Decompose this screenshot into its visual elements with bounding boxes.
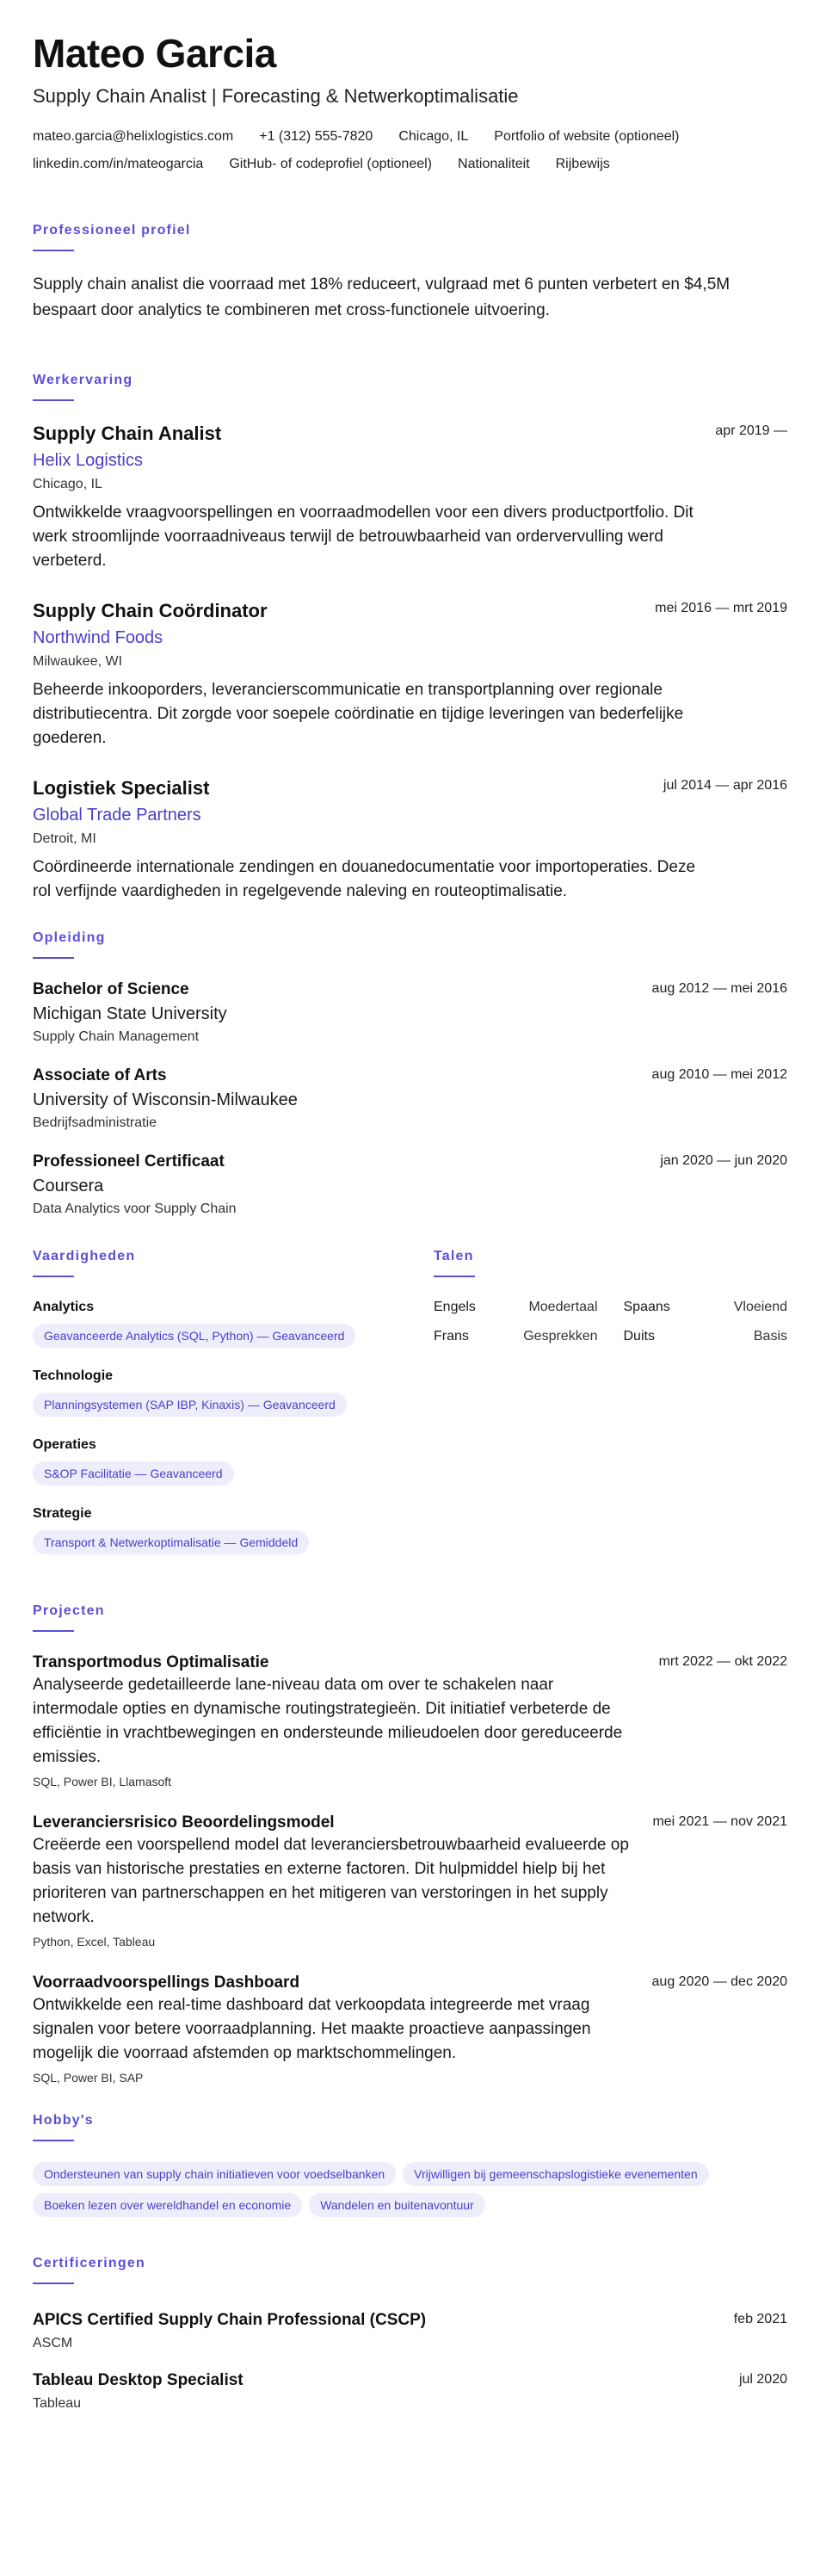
certification-issuer: ASCM — [33, 2336, 73, 2351]
education-section — [33, 930, 787, 1219]
certifications-section — [33, 2255, 787, 2413]
section-divider — [33, 957, 74, 959]
hobby-chip: Ondersteunen van supply chain initiatieven voor voedselbanken — [33, 2162, 396, 2186]
contact-email[interactable]: mateo.garcia@helixlogistics.com — [33, 129, 234, 144]
section-title-languages: Talen — [434, 1249, 474, 1263]
projects-section — [33, 1603, 787, 2086]
section-divider — [434, 1276, 475, 1277]
skill-chip: S&OP Facilitatie — Geavanceerd — [33, 1461, 234, 1486]
experience-section — [33, 372, 787, 904]
language-item — [624, 1298, 788, 1317]
job-date: mei 2016 — mrt 2019 — [655, 601, 787, 615]
skill-category: Operaties — [33, 1437, 96, 1452]
job-location: Detroit, MI — [33, 831, 96, 846]
job-company: Global Trade Partners — [33, 806, 201, 825]
contact-linkedin[interactable]: linkedin.com/in/mateogarcia — [33, 157, 204, 171]
job-date: jul 2014 — apr 2016 — [663, 778, 787, 793]
job-description: Ontwikkelde vraagvoorspellingen en voorraadmodellen voor een divers productportfolio. Dit werk stroomlijnde voorraadniveaus terwijl de betrouwbaarheid van ordervervulling werd verbeterd. — [33, 503, 694, 570]
project-entry — [33, 1652, 787, 1790]
hobbies-section — [33, 2112, 787, 2217]
education-field: Bedrijfsadministratie — [33, 1115, 157, 1130]
contact-portfolio[interactable]: Portfolio of website (optioneel) — [494, 129, 680, 144]
section-title-projects: Projecten — [33, 1603, 105, 1618]
project-description: Analyseerde gedetailleerde lane-niveau data om over te schakelen naar intermodale opties en dynamische routingstrategieën. Dit initiatief verbeterde de efficiëntie in vrachtbewegingen en ondersteunde milieudoelen door gereduceerde emissies. — [33, 1676, 623, 1766]
certification-issuer: Tableau — [33, 2396, 82, 2411]
section-divider — [33, 1630, 74, 1632]
certification-entry — [33, 2370, 787, 2413]
contact-nationality: Nationaliteit — [458, 157, 530, 171]
section-divider — [33, 2140, 74, 2141]
project-entry — [33, 1813, 787, 1950]
job-company: Helix Logistics — [33, 451, 143, 470]
skill-category: Analytics — [33, 1300, 95, 1314]
skill-chip: Geavanceerde Analytics (SQL, Python) — Geavanceerd — [33, 1324, 355, 1348]
education-school: Coursera — [33, 1177, 104, 1195]
hobby-list — [33, 2155, 790, 2217]
skill-chip: Planningsystemen (SAP IBP, Kinaxis) — Geavanceerd — [33, 1393, 347, 1417]
section-divider — [33, 250, 74, 251]
skill-category: Technologie — [33, 1368, 114, 1383]
project-date: aug 2020 — dec 2020 — [651, 1974, 787, 1989]
education-school: University of Wisconsin-Milwaukee — [33, 1090, 298, 1109]
project-date: mrt 2022 — okt 2022 — [658, 1654, 787, 1669]
education-entry — [33, 1066, 787, 1133]
candidate-headline: Supply Chain Analist | Forecasting & Netwerkoptimalisatie — [33, 85, 519, 107]
job-description: Coördineerde internationale zendingen en douanedocumentatie voor importoperaties. Deze rol verfijnde vaardigheden in regelgevende naleving en routeoptimalisatie. — [33, 858, 696, 900]
hobby-chip: Boeken lezen over wereldhandel en economie — [33, 2193, 302, 2217]
section-title-education: Opleiding — [33, 930, 106, 945]
job-entry — [33, 422, 787, 573]
education-date: jan 2020 — jun 2020 — [660, 1153, 787, 1168]
language-name: Engels — [434, 1300, 476, 1314]
certification-date: jul 2020 — [738, 2372, 787, 2387]
section-title-experience: Werkervaring — [33, 373, 133, 387]
section-title-certifications: Certificeringen — [33, 2256, 145, 2270]
skills-section — [33, 1248, 394, 1573]
language-level: Moedertaal — [528, 1300, 598, 1314]
skill-category: Strategie — [33, 1506, 92, 1521]
job-date: apr 2019 — — [715, 423, 787, 438]
skill-chip: Transport & Netwerkoptimalisatie — Gemiddeld — [33, 1530, 309, 1554]
project-date: mei 2021 — nov 2021 — [652, 1814, 787, 1829]
job-location: Chicago, IL — [33, 477, 102, 491]
project-tech: SQL, Power BI, Llamasoft — [33, 1775, 172, 1788]
certification-name: Tableau Desktop Specialist — [33, 2371, 244, 2389]
project-title: Transportmodus Optimalisatie — [33, 1653, 269, 1671]
skill-group — [33, 1367, 394, 1417]
job-title: Logistiek Specialist — [33, 777, 210, 799]
certification-name: APICS Certified Supply Chain Professional (CSCP) — [33, 2311, 427, 2329]
job-title: Supply Chain Analist — [33, 423, 222, 444]
section-divider — [33, 399, 74, 401]
contact-location: Chicago, IL — [398, 129, 469, 144]
hobby-chip: Vrijwilligen bij gemeenschapslogistieke evenementen — [403, 2162, 708, 2186]
education-date: aug 2010 — mei 2012 — [651, 1067, 787, 1082]
project-description: Ontwikkelde een real-time dashboard dat verkoopdata integreerde met vraag signalen voor betere voorraadplanning. Het maakte proactieve aanpassingen mogelijk die voorraad afstemden op marktschommelingen. — [33, 1996, 591, 2062]
language-level: Gesprekken — [523, 1329, 598, 1344]
education-school: Michigan State University — [33, 1004, 227, 1023]
job-entry — [33, 776, 787, 904]
language-item — [624, 1327, 788, 1346]
education-degree: Associate of Arts — [33, 1066, 167, 1084]
education-degree: Bachelor of Science — [33, 980, 189, 998]
education-entry — [33, 1152, 787, 1219]
job-description: Beheerde inkooporders, leverancierscommunicatie en transportplanning over regionale distributiecentra. Dit zorgde voor soepele coördinatie en tijdige leveringen van bederfelijke goederen. — [33, 681, 684, 747]
project-tech: SQL, Power BI, SAP — [33, 2071, 144, 2085]
certification-entry — [33, 2310, 787, 2353]
languages-section — [434, 1248, 787, 1573]
language-list — [434, 1298, 787, 1346]
candidate-name: Mateo Garcia — [33, 31, 276, 76]
job-location: Milwaukee, WI — [33, 654, 123, 669]
resume-header — [33, 31, 787, 174]
language-name: Spaans — [623, 1300, 670, 1314]
job-title: Supply Chain Coördinator — [33, 600, 268, 621]
education-field: Data Analytics voor Supply Chain — [33, 1202, 237, 1216]
job-company: Northwind Foods — [33, 628, 163, 647]
language-name: Duits — [623, 1329, 655, 1344]
education-degree: Professioneel Certificaat — [33, 1152, 225, 1171]
hobby-chip: Wandelen en buitenavontuur — [309, 2193, 485, 2217]
project-tech: Python, Excel, Tableau — [33, 1935, 156, 1949]
section-divider — [33, 2283, 74, 2284]
profile-summary: Supply chain analist die voorraad met 18% reduceert, vulgraad met 6 punten verbetert en $4,5M bespaart door analytics te combineren met cross-functionele uitvoering. — [33, 275, 731, 319]
project-description: Creëerde een voorspellend model dat leveranciersbetrouwbaarheid evalueerde op basis van historische prestaties en externe factoren. Dit hulpmiddel hielp bij het prioriteren van partnerschappen en het mitigeren van verstoringen in het supply network. — [33, 1836, 629, 1926]
language-name: Frans — [434, 1329, 469, 1344]
section-divider — [33, 1276, 74, 1277]
section-title-profile: Professioneel profiel — [33, 223, 191, 238]
language-level: Vloeiend — [733, 1300, 787, 1314]
language-level: Basis — [753, 1329, 787, 1344]
contact-info — [33, 127, 773, 174]
skill-group — [33, 1298, 394, 1348]
project-entry — [33, 1973, 787, 2086]
contact-drivers-license: Rijbewijs — [555, 157, 610, 171]
job-entry — [33, 599, 787, 751]
profile-section — [33, 222, 787, 324]
contact-github[interactable]: GitHub- of codeprofiel (optioneel) — [229, 157, 433, 171]
certification-date: feb 2021 — [733, 2312, 787, 2326]
project-title: Leveranciersrisico Beoordelingsmodel — [33, 1813, 335, 1832]
project-title: Voorraadvoorspellings Dashboard — [33, 1974, 300, 1992]
skill-group — [33, 1504, 394, 1554]
language-item — [434, 1298, 598, 1317]
language-item — [434, 1327, 598, 1346]
section-title-skills: Vaardigheden — [33, 1249, 136, 1263]
education-field: Supply Chain Management — [33, 1029, 200, 1044]
skills-languages-row — [33, 1248, 787, 1573]
education-date: aug 2012 — mei 2016 — [651, 981, 787, 996]
skill-group — [33, 1436, 394, 1486]
section-title-hobbies: Hobby's — [33, 2113, 94, 2128]
contact-phone[interactable]: +1 (312) 555-7820 — [259, 129, 373, 144]
education-entry — [33, 979, 787, 1047]
